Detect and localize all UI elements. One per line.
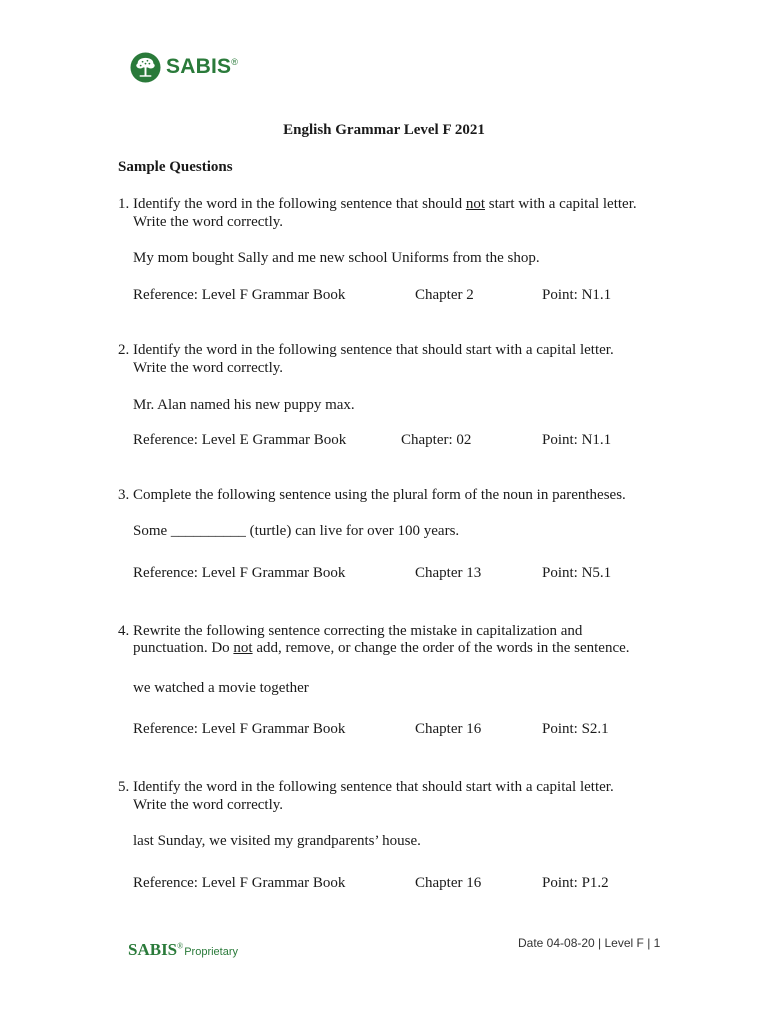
question-5-reference: Reference: Level F Grammar Book — [133, 875, 346, 891]
question-4-sentence: we watched a movie together — [133, 680, 309, 696]
answer-blank: __________ — [170, 523, 246, 539]
section-title: Sample Questions — [118, 159, 233, 175]
question-1-number: 1. — [118, 196, 130, 212]
question-5-prompt-line2: Write the word correctly. — [133, 797, 284, 813]
question-3-sentence: Some __________ (turtle) can live for over 100 years. — [133, 523, 460, 539]
question-4-chapter: Chapter 16 — [415, 721, 482, 737]
question-3-reference: Reference: Level F Grammar Book — [133, 565, 346, 581]
question-1-prompt-line2: Write the word correctly. — [133, 214, 284, 230]
logo-wordmark: SABIS® — [166, 55, 239, 78]
question-5-prompt-line1: Identify the word in the following sentence that should start with a capital letter. — [133, 779, 614, 795]
document-title: English Grammar Level F 2021 — [283, 122, 485, 138]
question-2-prompt-line1: Identify the word in the following sentence that should start with a capital letter. — [133, 342, 614, 358]
question-2-sentence: Mr. Alan named his new puppy max. — [133, 397, 355, 413]
question-4-prompt-line1: Rewrite the following sentence correcting the mistake in capitalization and — [133, 623, 583, 639]
footer-page-info: Date 04-08-20 | Level F | 1 — [518, 936, 661, 950]
question-5-number: 5. — [118, 779, 130, 795]
question-1-chapter: Chapter 2 — [415, 287, 474, 303]
tree-emblem-icon — [130, 52, 161, 83]
footer-sabis-logo: SABIS®Proprietary — [128, 940, 239, 959]
question-2-point: Point: N1.1 — [542, 432, 612, 448]
question-3-point: Point: N5.1 — [542, 565, 612, 581]
emphasis-not: not — [233, 640, 253, 656]
question-1-sentence: My mom bought Sally and me new school Uniforms from the shop. — [133, 250, 540, 266]
question-1-prompt-line1: Identify the word in the following sentence that should not start with a capital letter. — [133, 196, 637, 212]
question-4-prompt-line2: punctuation. Do not add, remove, or change the order of the words in the sentence. — [133, 640, 630, 656]
question-1-reference: Reference: Level F Grammar Book — [133, 287, 346, 303]
question-3-chapter: Chapter 13 — [415, 565, 482, 581]
question-2-prompt-line2: Write the word correctly. — [133, 360, 284, 376]
question-2-number: 2. — [118, 342, 130, 358]
question-5-chapter: Chapter 16 — [415, 875, 482, 891]
question-5-point: Point: P1.2 — [542, 875, 609, 891]
question-4-point: Point: S2.1 — [542, 721, 609, 737]
question-4-number: 4. — [118, 623, 130, 639]
question-1-point: Point: N1.1 — [542, 287, 612, 303]
question-4-reference: Reference: Level F Grammar Book — [133, 721, 346, 737]
question-3-prompt-line1: Complete the following sentence using the plural form of the noun in parentheses. — [133, 487, 626, 503]
question-2-reference: Reference: Level E Grammar Book — [133, 432, 347, 448]
question-3-number: 3. — [118, 487, 130, 503]
question-5-sentence: last Sunday, we visited my grandparents’ house. — [133, 833, 421, 849]
question-2-chapter: Chapter: 02 — [401, 432, 472, 448]
emphasis-not: not — [465, 196, 486, 212]
sabis-logo — [130, 51, 238, 83]
